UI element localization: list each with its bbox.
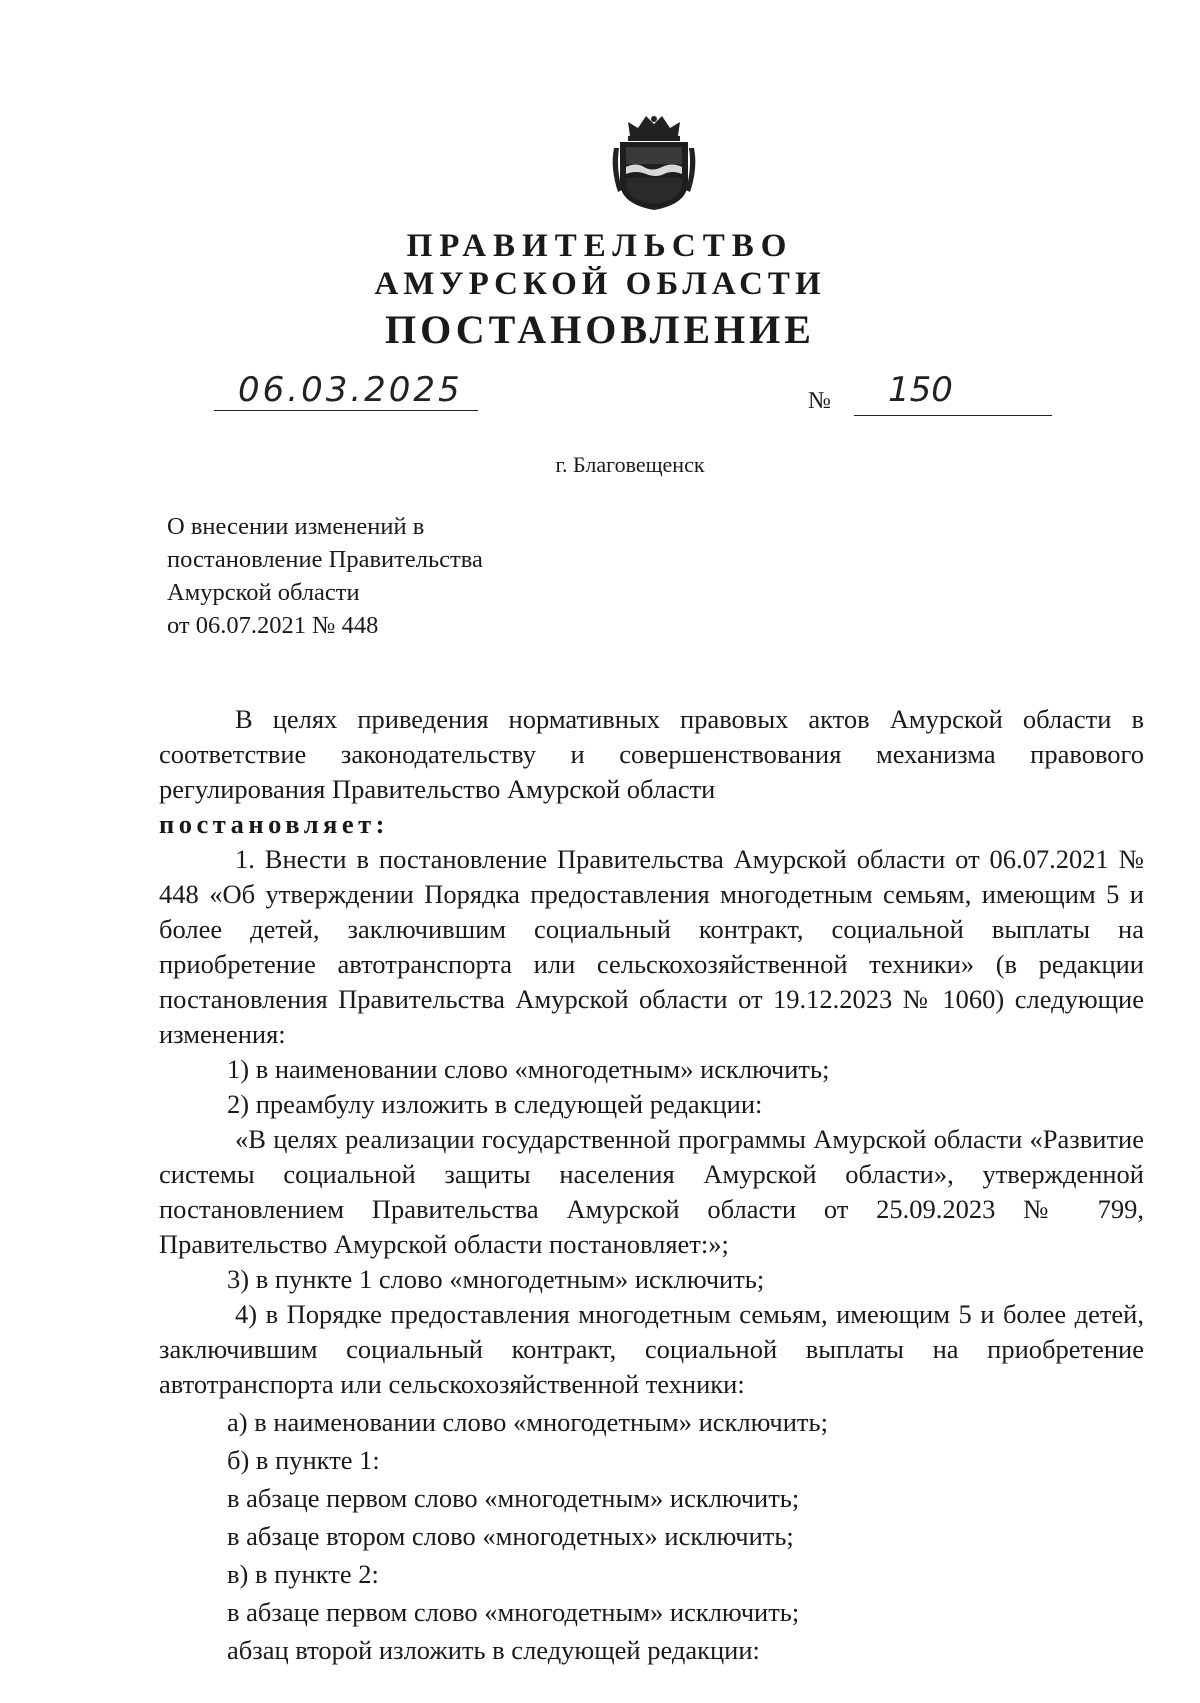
document-date-value: 06.03.2025 xyxy=(238,370,463,410)
item-1-paragraph: 1. Внести в постановление Правительства Амурской области от 06.07.2021 № 448 «Об утверждении Порядка предоставления многодетным семьям, имеющим 5 и более детей, заключившим социальный контракт, социальной выплаты на приобретение автотранспорта или сельскохозяйственной техники» (в редакции постановления Правительства Амурской области от 19.12.2023 № 1060) следующие изменения: xyxy=(159,844,1144,1049)
city-name: г. Благовещенск xyxy=(555,452,705,477)
subitem-v-paragraph-1: в абзаце первом слово «многодетным» исключить; xyxy=(227,1597,800,1627)
document-date xyxy=(238,370,463,410)
subject-line: Амурской области xyxy=(167,579,360,606)
date-underline xyxy=(214,410,478,411)
organization-name-line1: ПРАВИТЕЛЬСТВО xyxy=(406,228,794,264)
document-body xyxy=(159,702,1144,1668)
quoted-preamble: «В целях реализации государственной программы Амурской области «Развитие системы социальной защиты населения Амурской области», утвержденной постановлением Правительства Амурской области от 25.09.2023 № 799, Правительство Амурской области постановляет:»; xyxy=(159,1124,1144,1259)
subitem-1: 1) в наименовании слово «многодетным» исключить; xyxy=(227,1054,830,1084)
subitem-4: 4) в Порядке предоставления многодетным семьям, имеющим 5 и более детей, заключившим социальный контракт, социальной выплаты на приобретение автотранспорта или сельскохозяйственной техники: xyxy=(159,1299,1144,1399)
subitem-2: 2) преамбулу изложить в следующей редакции: xyxy=(227,1089,763,1119)
organization-name-line2: АМУРСКОЙ ОБЛАСТИ xyxy=(374,266,826,302)
document-subject xyxy=(167,510,483,642)
number-underline xyxy=(854,415,1052,416)
preamble-paragraph: В целях приведения нормативных правовых актов Амурской области в соответствие законодательству и совершенствования механизма правового регулирования Правительство Амурской области xyxy=(159,704,1144,804)
document-number: 150 xyxy=(888,370,953,410)
document-type-title: ПОСТАНОВЛЕНИЕ xyxy=(385,307,815,352)
coat-of-arms-emblem xyxy=(608,112,700,212)
subitem-v: в) в пункте 2: xyxy=(227,1559,379,1589)
subitem-b-paragraph-2: в абзаце втором слово «многодетных» исключить; xyxy=(227,1521,794,1551)
subitem-b-paragraph-1: в абзаце первом слово «многодетным» исключить; xyxy=(227,1483,800,1513)
subitem-v-paragraph-2: абзац второй изложить в следующей редакции: xyxy=(227,1635,760,1665)
subitem-b: б) в пункте 1: xyxy=(227,1445,380,1475)
subject-line: О внесении изменений в xyxy=(167,513,425,540)
subitem-3: 3) в пункте 1 слово «многодетным» исключить; xyxy=(227,1264,765,1294)
subitem-a: а) в наименовании слово «многодетным» исключить; xyxy=(227,1407,828,1437)
subject-line: постановление Правительства xyxy=(167,546,483,573)
number-sign: № xyxy=(808,388,831,414)
subject-line: от 06.07.2021 № 448 xyxy=(167,612,379,639)
resolves-word: постановляет: xyxy=(159,809,389,839)
